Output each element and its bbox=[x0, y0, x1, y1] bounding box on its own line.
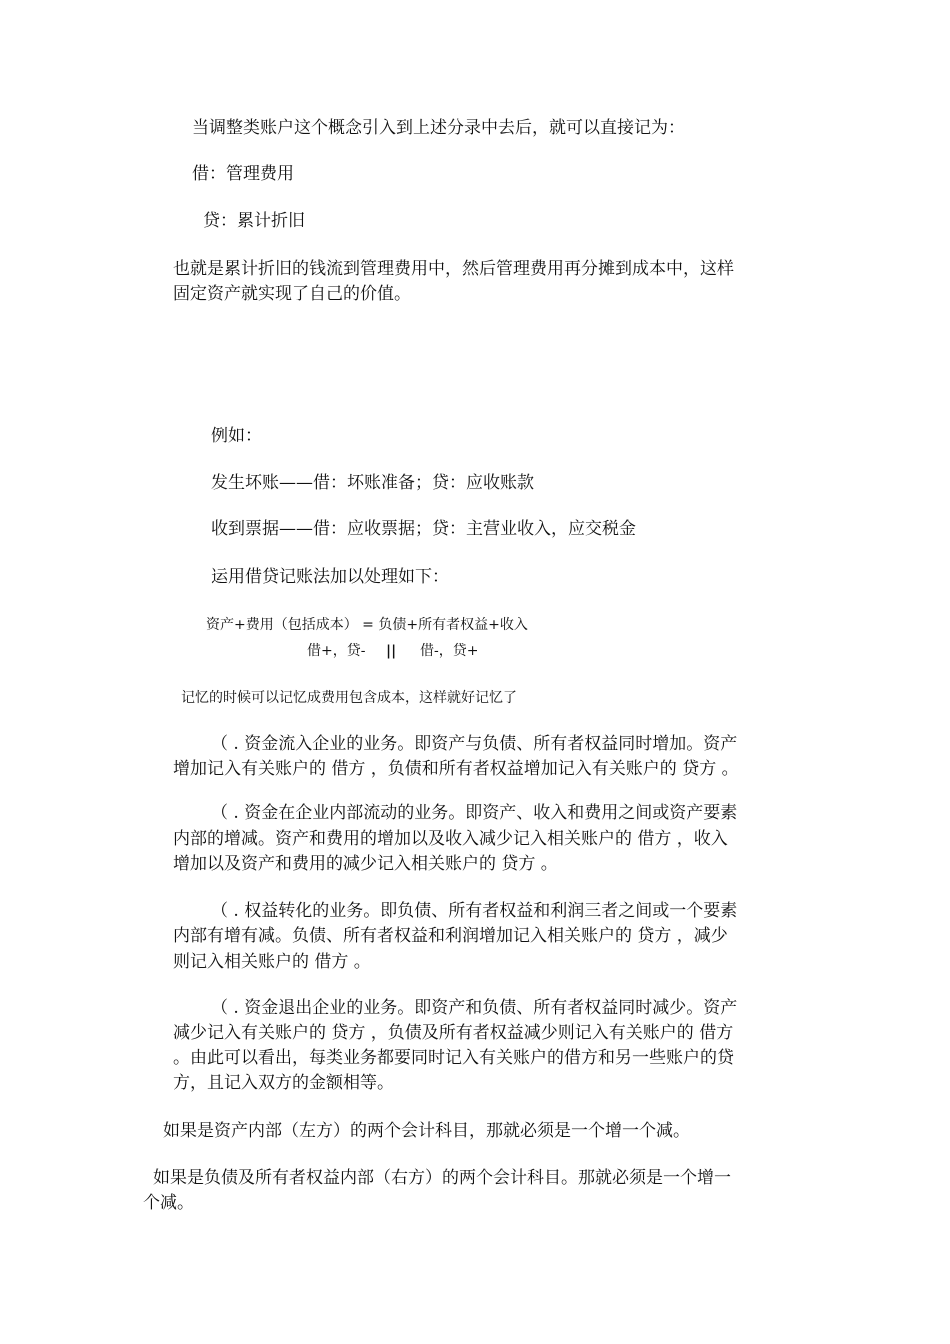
example-heading: 例如： bbox=[211, 426, 262, 446]
equation-debit-credit-left: 借+，贷- bbox=[307, 643, 366, 659]
debit-entry: 借：管理费用 bbox=[192, 164, 294, 184]
equation-debit-credit-right: 借-，贷+ bbox=[420, 643, 479, 659]
example-bad-debt: 发生坏账——借：坏账准备；贷：应收账款 bbox=[211, 473, 534, 493]
explain-line-1: 也就是累计折旧的钱流到管理费用中，然后管理费用再分摊到成本中，这样 bbox=[173, 259, 734, 279]
rule-right-side-line-2: 个减。 bbox=[143, 1193, 194, 1213]
para-1-line-2: 增加记入有关账户的 借方 ，负债和所有者权益增加记入有关账户的 贷方 。 bbox=[173, 759, 739, 779]
para-2-line-2: 内部的增减。资产和费用的增加以及收入减少记入相关账户的 借方 ，收入 bbox=[173, 829, 728, 849]
credit-entry: 贷：累计折旧 bbox=[203, 211, 305, 231]
rule-left-side: 如果是资产内部（左方）的两个会计科目，那就必须是一个增一个减。 bbox=[163, 1121, 690, 1141]
para-4-line-3: 。由此可以看出，每类业务都要同时记入有关账户的借方和另一些账户的贷 bbox=[173, 1048, 734, 1068]
rule-right-side-line-1: 如果是负债及所有者权益内部（右方）的两个会计科目。那就必须是一个增一 bbox=[153, 1168, 731, 1188]
para-4-line-2: 减少记入有关账户的 贷方 ，负债及所有者权益减少则记入有关账户的 借方 bbox=[173, 1023, 734, 1043]
para-2-line-1: （ . 资金在企业内部流动的业务。即资产、收入和费用之间或资产要素 bbox=[211, 803, 738, 823]
para-3-line-3: 则记入相关账户的 借方 。 bbox=[173, 952, 371, 972]
para-1-line-1: （ . 资金流入企业的业务。即资产与负债、所有者权益同时增加。资产 bbox=[211, 734, 738, 754]
equation-line-1: 资产+费用（包括成本） = 负债+所有者权益+收入 bbox=[206, 617, 528, 633]
para-4-line-4: 方，且记入双方的金额相等。 bbox=[173, 1073, 394, 1093]
equation-separator: || bbox=[386, 643, 397, 659]
para-3-line-1: （ . 权益转化的业务。即负债、所有者权益和利润三者之间或一个要素 bbox=[211, 901, 738, 921]
example-notes: 收到票据——借：应收票据；贷：主营业收入，应交税金 bbox=[211, 519, 636, 539]
explain-line-2: 固定资产就实现了自己的价值。 bbox=[173, 284, 411, 304]
para-4-line-1: （ . 资金退出企业的业务。即资产和负债、所有者权益同时减少。资产 bbox=[211, 998, 738, 1018]
example-method: 运用借贷记账法加以处理如下： bbox=[211, 567, 449, 587]
memo-text: 记忆的时候可以记忆成费用包含成本，这样就好记忆了 bbox=[181, 690, 517, 706]
intro-text: 当调整类账户这个概念引入到上述分录中去后，就可以直接记为： bbox=[192, 118, 685, 138]
para-3-line-2: 内部有增有减。负债、所有者权益和利润增加记入相关账户的 贷方 ，减少 bbox=[173, 926, 728, 946]
para-2-line-3: 增加以及资产和费用的减少记入相关账户的 贷方 。 bbox=[173, 854, 558, 874]
